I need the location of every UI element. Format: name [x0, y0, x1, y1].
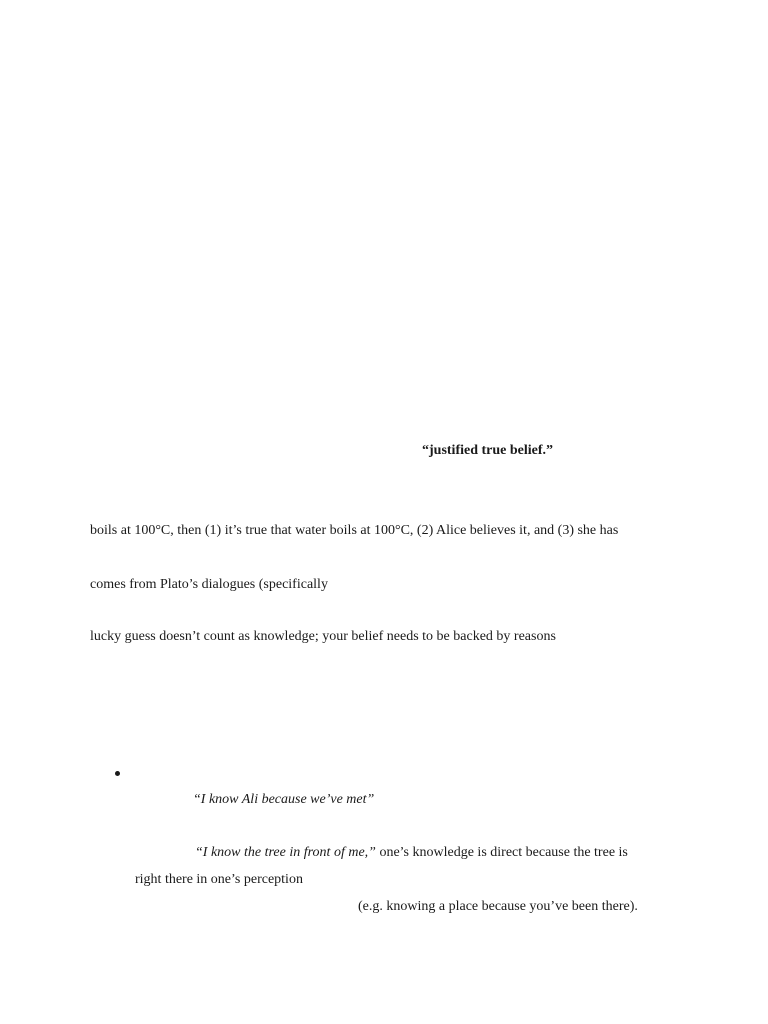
paragraph-line-3: lucky guess doesn’t count as knowledge; your belief needs to be backed by reasons	[90, 629, 556, 644]
bullet-continuation: right there in one’s perception	[135, 872, 303, 887]
bullet-example-tree-rest: one’s knowledge is direct because the tree is	[375, 845, 628, 860]
bullet-example-acquaintance: “I know Ali because we’ve met”	[193, 792, 375, 807]
justified-true-belief-phrase: “justified true belief.”	[422, 443, 554, 458]
bullet-point	[115, 771, 120, 776]
bullet-example-tree-quote: “I know the tree in front of me,”	[195, 845, 376, 860]
bullet-example-perception	[195, 844, 628, 862]
paragraph-line-2: comes from Plato’s dialogues (specifically	[90, 577, 328, 592]
paragraph-line-1: boils at 100°C, then (1) it’s true that water boils at 100°C, (2) Alice believes it, and (3) she has	[90, 523, 619, 538]
bullet-example-place: (e.g. knowing a place because you’ve been there).	[358, 899, 638, 914]
